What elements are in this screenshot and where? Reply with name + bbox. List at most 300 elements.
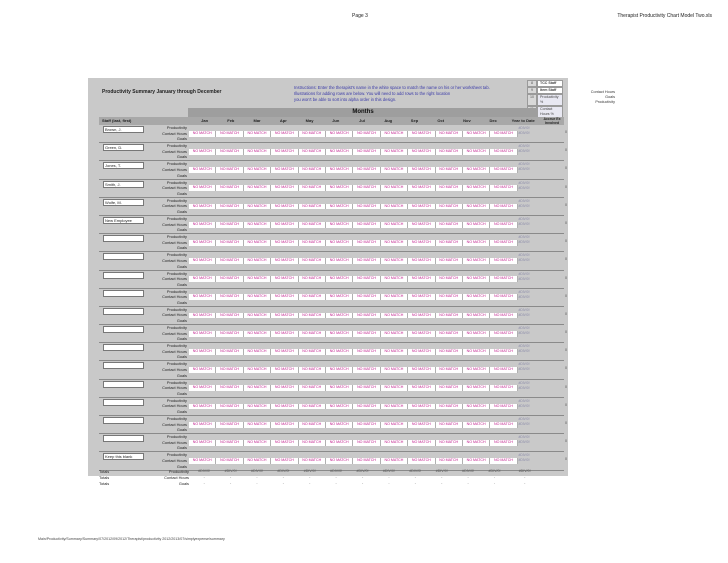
month-cell[interactable]: NO MATCH — [299, 422, 326, 428]
month-cell[interactable]: NO MATCH — [271, 149, 298, 155]
staff-name-input[interactable] — [103, 344, 144, 351]
month-cell[interactable]: NO MATCH — [436, 204, 463, 210]
month-cell[interactable]: NO MATCH — [271, 185, 298, 191]
staff-block — [99, 197, 567, 216]
month-cell[interactable]: NO MATCH — [299, 167, 326, 173]
ytd-value: #DIV/0! — [518, 331, 530, 336]
month-cell[interactable]: NO MATCH — [244, 440, 271, 446]
month-cell[interactable]: NO MATCH — [216, 440, 243, 446]
month-cell[interactable]: NO MATCH — [271, 240, 298, 246]
month-cell[interactable]: NO MATCH — [353, 131, 380, 137]
month-cell[interactable]: NO MATCH — [353, 294, 380, 300]
month-cell[interactable]: NO MATCH — [216, 240, 243, 246]
month-cell[interactable]: NO MATCH — [326, 440, 353, 446]
row-label: Goals — [176, 245, 187, 251]
totals-metric: Productivity — [168, 468, 189, 474]
month-cell[interactable]: NO MATCH — [490, 131, 517, 137]
month-cell[interactable]: NO MATCH — [463, 422, 490, 428]
month-cell[interactable]: NO MATCH — [381, 367, 408, 373]
staff-block — [99, 215, 567, 234]
month-cell[interactable]: NO MATCH — [408, 422, 435, 428]
month-cell[interactable]: NO MATCH — [408, 204, 435, 210]
month-cell[interactable]: NO MATCH — [271, 131, 298, 137]
month-cell[interactable]: NO MATCH — [299, 349, 326, 355]
month-cell[interactable]: NO MATCH — [299, 185, 326, 191]
month-cell[interactable]: NO MATCH — [189, 222, 216, 228]
month-cell[interactable]: NO MATCH — [490, 349, 517, 355]
month-cell[interactable]: NO MATCH — [381, 204, 408, 210]
month-cell[interactable]: NO MATCH — [381, 404, 408, 410]
month-cell[interactable]: NO MATCH — [381, 440, 408, 446]
month-cell[interactable]: NO MATCH — [326, 167, 353, 173]
month-cell[interactable]: NO MATCH — [436, 367, 463, 373]
month-cell[interactable]: NO MATCH — [326, 367, 353, 373]
month-cell[interactable]: NO MATCH — [490, 149, 517, 155]
month-cell[interactable]: NO MATCH — [353, 440, 380, 446]
zero-value: 0 — [565, 384, 567, 389]
zero-value: 0 — [565, 148, 567, 153]
month-cell[interactable]: NO MATCH — [244, 222, 271, 228]
month-cell[interactable]: NO MATCH — [271, 404, 298, 410]
month-cell[interactable]: NO MATCH — [436, 349, 463, 355]
month-cell[interactable]: NO MATCH — [244, 331, 271, 337]
month-cell[interactable]: NO MATCH — [463, 258, 490, 264]
month-cell[interactable]: NO MATCH — [463, 404, 490, 410]
staff-name-input[interactable] — [103, 308, 144, 315]
month-cell[interactable]: NO MATCH — [244, 385, 271, 391]
month-cell[interactable]: NO MATCH — [381, 294, 408, 300]
month-cell[interactable]: NO MATCH — [353, 331, 380, 337]
month-cell[interactable]: NO MATCH — [490, 167, 517, 173]
month-cell[interactable]: NO MATCH — [299, 131, 326, 137]
month-cell[interactable]: NO MATCH — [244, 367, 271, 373]
month-cell[interactable]: NO MATCH — [381, 349, 408, 355]
month-cell[interactable]: NO MATCH — [244, 258, 271, 264]
month-cell[interactable]: NO MATCH — [436, 422, 463, 428]
staff-name-input[interactable] — [103, 326, 144, 333]
month-cell[interactable]: NO MATCH — [490, 222, 517, 228]
month-cell[interactable]: NO MATCH — [299, 313, 326, 319]
month-cell[interactable]: NO MATCH — [490, 367, 517, 373]
month-cell[interactable]: NO MATCH — [436, 149, 463, 155]
month-cell[interactable]: NO MATCH — [216, 204, 243, 210]
row-label: Productivity — [166, 306, 187, 312]
month-cell[interactable]: NO MATCH — [463, 222, 490, 228]
month-cell[interactable]: NO MATCH — [353, 240, 380, 246]
month-cell[interactable]: NO MATCH — [299, 276, 326, 282]
staff-name-input[interactable]: Keep this blank — [103, 453, 144, 460]
month-cell[interactable]: NO MATCH — [353, 204, 380, 210]
staff-name-input[interactable]: Jones, T. — [103, 162, 144, 169]
month-cell[interactable]: NO MATCH — [216, 349, 243, 355]
month-cell[interactable]: NO MATCH — [326, 349, 353, 355]
month-cell[interactable]: NO MATCH — [299, 222, 326, 228]
month-cell[interactable]: NO MATCH — [381, 222, 408, 228]
month-cell[interactable]: NO MATCH — [463, 149, 490, 155]
month-cell[interactable]: NO MATCH — [381, 313, 408, 319]
month-cell[interactable]: NO MATCH — [244, 349, 271, 355]
month-cell[interactable]: NO MATCH — [216, 294, 243, 300]
month-cell[interactable]: NO MATCH — [244, 131, 271, 137]
month-cell[interactable]: NO MATCH — [490, 331, 517, 337]
month-cells — [189, 385, 518, 391]
month-cell[interactable]: NO MATCH — [271, 294, 298, 300]
month-cell[interactable]: NO MATCH — [326, 331, 353, 337]
month-cell[interactable]: NO MATCH — [463, 185, 490, 191]
month-cell[interactable]: NO MATCH — [189, 149, 216, 155]
month-cell[interactable]: NO MATCH — [436, 185, 463, 191]
staff-name-input[interactable] — [103, 272, 144, 279]
month-cell[interactable]: NO MATCH — [216, 422, 243, 428]
month-cell[interactable]: NO MATCH — [299, 440, 326, 446]
zero-value: 0 — [565, 239, 567, 244]
month-cell[interactable]: NO MATCH — [436, 222, 463, 228]
month-cell[interactable]: NO MATCH — [216, 458, 243, 464]
month-cell[interactable]: NO MATCH — [299, 385, 326, 391]
month-cell[interactable]: NO MATCH — [436, 276, 463, 282]
month-cell[interactable]: NO MATCH — [436, 313, 463, 319]
month-cell[interactable]: NO MATCH — [189, 404, 216, 410]
month-cell[interactable]: NO MATCH — [271, 204, 298, 210]
month-cell[interactable]: NO MATCH — [271, 331, 298, 337]
month-cell[interactable]: NO MATCH — [408, 349, 435, 355]
month-cell[interactable]: NO MATCH — [216, 131, 243, 137]
month-cell[interactable]: NO MATCH — [408, 440, 435, 446]
month-cell[interactable]: NO MATCH — [189, 385, 216, 391]
month-header: Feb — [227, 118, 235, 123]
month-cell[interactable]: NO MATCH — [381, 331, 408, 337]
legend-text: Productivity % — [537, 94, 563, 106]
month-cell[interactable]: NO MATCH — [436, 294, 463, 300]
month-cell[interactable]: NO MATCH — [408, 294, 435, 300]
month-cell[interactable]: NO MATCH — [299, 258, 326, 264]
month-cell[interactable]: NO MATCH — [271, 349, 298, 355]
month-cell[interactable]: NO MATCH — [408, 404, 435, 410]
month-cell[interactable]: NO MATCH — [381, 385, 408, 391]
month-cell[interactable]: NO MATCH — [381, 185, 408, 191]
ytd-value: #DIV/0! — [518, 367, 530, 372]
month-cell[interactable]: NO MATCH — [299, 240, 326, 246]
month-cell[interactable]: NO MATCH — [189, 331, 216, 337]
month-cell[interactable]: NO MATCH — [271, 276, 298, 282]
month-cell[interactable]: NO MATCH — [326, 404, 353, 410]
month-cell[interactable]: NO MATCH — [189, 349, 216, 355]
month-cell[interactable]: NO MATCH — [216, 331, 243, 337]
row-labels — [151, 289, 187, 306]
staff-name-input[interactable] — [103, 417, 144, 424]
row-labels — [151, 125, 187, 142]
column-header-row — [99, 117, 564, 125]
month-cell[interactable]: NO MATCH — [189, 458, 216, 464]
month-cell[interactable]: NO MATCH — [490, 276, 517, 282]
month-cell[interactable]: NO MATCH — [408, 276, 435, 282]
month-cell[interactable]: NO MATCH — [216, 258, 243, 264]
row-label: Goals — [176, 172, 187, 178]
month-cell[interactable]: NO MATCH — [436, 240, 463, 246]
month-cell[interactable]: NO MATCH — [490, 385, 517, 391]
month-cell[interactable]: NO MATCH — [436, 385, 463, 391]
staff-header: Staff (last, first) — [102, 118, 132, 123]
month-cell[interactable]: NO MATCH — [490, 204, 517, 210]
month-cells — [189, 204, 518, 210]
month-cell[interactable]: NO MATCH — [490, 240, 517, 246]
month-cell[interactable]: NO MATCH — [271, 167, 298, 173]
staff-block — [99, 270, 567, 289]
staff-name-input[interactable] — [103, 235, 144, 242]
month-cell[interactable]: NO MATCH — [189, 258, 216, 264]
month-cell[interactable]: NO MATCH — [463, 367, 490, 373]
month-cell[interactable]: NO MATCH — [299, 331, 326, 337]
month-cell[interactable]: NO MATCH — [271, 258, 298, 264]
month-cell[interactable]: NO MATCH — [381, 258, 408, 264]
month-cell[interactable]: NO MATCH — [326, 185, 353, 191]
month-cell[interactable]: NO MATCH — [326, 240, 353, 246]
staff-name-input[interactable]: Green, D. — [103, 144, 144, 151]
month-cell[interactable]: NO MATCH — [216, 404, 243, 410]
month-cell[interactable]: NO MATCH — [436, 167, 463, 173]
month-cell[interactable]: NO MATCH — [189, 167, 216, 173]
month-cell[interactable]: NO MATCH — [216, 149, 243, 155]
row-labels — [151, 416, 187, 433]
month-cell[interactable]: NO MATCH — [463, 167, 490, 173]
row-label: Contact Hours — [162, 403, 187, 409]
totals-value: - — [203, 475, 205, 479]
month-cell[interactable]: NO MATCH — [216, 222, 243, 228]
month-cell[interactable]: NO MATCH — [436, 258, 463, 264]
month-cell[interactable]: NO MATCH — [490, 294, 517, 300]
month-cell[interactable]: NO MATCH — [353, 185, 380, 191]
month-cell[interactable]: NO MATCH — [244, 185, 271, 191]
month-cell[interactable]: NO MATCH — [244, 204, 271, 210]
month-cell[interactable]: NO MATCH — [244, 276, 271, 282]
month-cell[interactable]: NO MATCH — [408, 222, 435, 228]
month-cell[interactable]: NO MATCH — [436, 440, 463, 446]
month-cell[interactable]: NO MATCH — [436, 131, 463, 137]
row-label: Contact Hours — [162, 130, 187, 136]
month-cell[interactable]: NO MATCH — [216, 167, 243, 173]
totals-value: - — [361, 481, 364, 485]
month-cell[interactable]: NO MATCH — [490, 458, 517, 464]
month-cell[interactable]: NO MATCH — [353, 276, 380, 282]
staff-block — [99, 179, 567, 198]
row-label: Goals — [176, 390, 187, 396]
month-cell[interactable]: NO MATCH — [216, 276, 243, 282]
month-cell[interactable]: NO MATCH — [326, 222, 353, 228]
month-cell[interactable]: NO MATCH — [189, 313, 216, 319]
month-header: Oct — [437, 118, 445, 123]
month-cell[interactable]: NO MATCH — [463, 458, 490, 464]
totals-value: - — [493, 475, 496, 479]
month-cell[interactable]: NO MATCH — [381, 458, 408, 464]
month-cell[interactable]: NO MATCH — [299, 204, 326, 210]
month-cell[interactable]: NO MATCH — [353, 258, 380, 264]
month-cell[interactable]: NO MATCH — [326, 313, 353, 319]
month-cells — [189, 149, 518, 155]
row-label: Contact Hours — [162, 276, 187, 282]
totals-value: #DIV/0! — [198, 469, 211, 473]
month-cell[interactable]: NO MATCH — [244, 294, 271, 300]
staff-name-input[interactable] — [103, 253, 144, 260]
staff-name-input[interactable] — [103, 362, 144, 369]
month-cell[interactable]: NO MATCH — [381, 131, 408, 137]
month-cell[interactable]: NO MATCH — [189, 240, 216, 246]
month-cell[interactable]: NO MATCH — [353, 149, 380, 155]
month-cell[interactable]: NO MATCH — [408, 331, 435, 337]
month-cell[interactable]: NO MATCH — [271, 385, 298, 391]
month-cell[interactable]: NO MATCH — [271, 458, 298, 464]
totals-value: - — [256, 481, 258, 485]
month-cell[interactable]: NO MATCH — [244, 149, 271, 155]
month-cell[interactable]: NO MATCH — [463, 240, 490, 246]
month-cell[interactable]: NO MATCH — [463, 440, 490, 446]
month-cell[interactable]: NO MATCH — [271, 440, 298, 446]
month-cell[interactable]: NO MATCH — [353, 422, 380, 428]
month-cell[interactable]: NO MATCH — [216, 185, 243, 191]
month-cell[interactable]: NO MATCH — [189, 131, 216, 137]
month-cell[interactable]: NO MATCH — [244, 313, 271, 319]
month-cell[interactable]: NO MATCH — [436, 458, 463, 464]
month-cell[interactable]: NO MATCH — [408, 385, 435, 391]
ytd-header: Year to Date — [511, 118, 535, 123]
month-cell[interactable]: NO MATCH — [326, 385, 353, 391]
month-cell[interactable]: NO MATCH — [326, 131, 353, 137]
month-cell[interactable]: NO MATCH — [326, 149, 353, 155]
month-cell[interactable]: NO MATCH — [189, 422, 216, 428]
month-cell[interactable]: NO MATCH — [408, 131, 435, 137]
month-cell[interactable]: NO MATCH — [381, 167, 408, 173]
month-cell[interactable]: NO MATCH — [299, 404, 326, 410]
ytd-value: #DIV/0! — [518, 458, 530, 463]
month-cell[interactable]: NO MATCH — [490, 422, 517, 428]
month-cell[interactable]: NO MATCH — [326, 422, 353, 428]
row-labels — [151, 398, 187, 415]
month-cell[interactable]: NO MATCH — [326, 294, 353, 300]
month-cell[interactable]: NO MATCH — [189, 440, 216, 446]
month-cell[interactable]: NO MATCH — [299, 367, 326, 373]
month-cell[interactable]: NO MATCH — [408, 458, 435, 464]
month-cell[interactable]: NO MATCH — [408, 167, 435, 173]
row-label: Contact Hours — [162, 185, 187, 191]
month-cell[interactable]: NO MATCH — [490, 440, 517, 446]
month-cell[interactable]: NO MATCH — [408, 258, 435, 264]
month-cell[interactable]: NO MATCH — [326, 204, 353, 210]
month-cell[interactable]: NO MATCH — [271, 367, 298, 373]
month-cell[interactable]: NO MATCH — [299, 149, 326, 155]
month-cell[interactable]: NO MATCH — [408, 313, 435, 319]
month-cell[interactable]: NO MATCH — [463, 131, 490, 137]
month-cell[interactable]: NO MATCH — [189, 276, 216, 282]
month-cell[interactable]: NO MATCH — [353, 313, 380, 319]
row-labels — [151, 180, 187, 197]
month-cell[interactable]: NO MATCH — [490, 258, 517, 264]
ytd-value: #DIV/0! — [518, 326, 530, 331]
month-cell[interactable]: NO MATCH — [490, 313, 517, 319]
month-cell[interactable]: NO MATCH — [189, 294, 216, 300]
month-cell[interactable]: NO MATCH — [463, 276, 490, 282]
month-cell[interactable]: NO MATCH — [463, 349, 490, 355]
month-cell[interactable]: NO MATCH — [463, 331, 490, 337]
month-cells — [189, 258, 518, 264]
zero-value: 0 — [565, 293, 567, 298]
month-cell[interactable]: NO MATCH — [244, 240, 271, 246]
month-cell[interactable]: NO MATCH — [244, 422, 271, 428]
month-cell[interactable]: NO MATCH — [463, 204, 490, 210]
month-cell[interactable]: NO MATCH — [463, 294, 490, 300]
zero-value: 0 — [565, 402, 567, 407]
ytd-value: #DIV/0! — [518, 221, 530, 226]
totals-value: - — [335, 475, 337, 479]
month-cell[interactable]: NO MATCH — [244, 458, 271, 464]
month-cell[interactable]: NO MATCH — [408, 367, 435, 373]
month-header: Jan — [201, 118, 209, 123]
month-cell[interactable]: NO MATCH — [381, 422, 408, 428]
month-cell[interactable]: NO MATCH — [353, 458, 380, 464]
staff-block — [99, 361, 567, 379]
month-cell[interactable]: NO MATCH — [436, 331, 463, 337]
month-cell[interactable]: NO MATCH — [189, 185, 216, 191]
month-cell[interactable]: NO MATCH — [244, 404, 271, 410]
staff-block — [99, 125, 567, 143]
row-label: Goals — [176, 190, 187, 196]
month-cell[interactable]: NO MATCH — [408, 240, 435, 246]
month-cell[interactable]: NO MATCH — [299, 294, 326, 300]
month-cell[interactable]: NO MATCH — [271, 222, 298, 228]
month-cell[interactable]: NO MATCH — [216, 385, 243, 391]
staff-name-input[interactable] — [103, 290, 144, 297]
month-cell[interactable]: NO MATCH — [353, 222, 380, 228]
month-cell[interactable]: NO MATCH — [381, 276, 408, 282]
month-cell[interactable]: NO MATCH — [326, 458, 353, 464]
totals-value: - — [467, 475, 469, 479]
month-cell[interactable]: NO MATCH — [408, 185, 435, 191]
month-cell[interactable]: NO MATCH — [408, 149, 435, 155]
month-cell[interactable]: NO MATCH — [381, 240, 408, 246]
month-cell[interactable]: NO MATCH — [353, 167, 380, 173]
month-cell[interactable]: NO MATCH — [271, 313, 298, 319]
totals-value: #DIV/0! — [303, 469, 316, 473]
month-cell[interactable]: NO MATCH — [463, 385, 490, 391]
month-cell[interactable]: NO MATCH — [353, 385, 380, 391]
staff-name-input[interactable]: Smith, J. — [103, 181, 144, 188]
month-cell[interactable]: NO MATCH — [326, 258, 353, 264]
month-cell[interactable]: NO MATCH — [436, 404, 463, 410]
month-cell[interactable]: NO MATCH — [244, 167, 271, 173]
month-cell[interactable]: NO MATCH — [189, 204, 216, 210]
staff-name-input[interactable] — [103, 381, 144, 388]
month-cell[interactable]: NO MATCH — [490, 404, 517, 410]
month-cell[interactable]: NO MATCH — [353, 367, 380, 373]
month-cell[interactable]: NO MATCH — [299, 458, 326, 464]
zero-value: 0 — [565, 275, 567, 280]
staff-name-input[interactable]: Brown, J. — [103, 126, 144, 133]
month-cell[interactable]: NO MATCH — [271, 422, 298, 428]
month-cell[interactable]: NO MATCH — [353, 404, 380, 410]
month-cell[interactable]: NO MATCH — [353, 349, 380, 355]
staff-name-input[interactable]: New Employee — [103, 217, 144, 224]
month-cell[interactable]: NO MATCH — [216, 367, 243, 373]
month-cell[interactable]: NO MATCH — [189, 367, 216, 373]
staff-name-input[interactable] — [103, 435, 144, 442]
month-cell[interactable]: NO MATCH — [463, 313, 490, 319]
staff-name-input[interactable] — [103, 399, 144, 406]
month-cell[interactable]: NO MATCH — [326, 276, 353, 282]
row-label: Contact Hours — [162, 221, 187, 227]
month-cell[interactable]: NO MATCH — [216, 313, 243, 319]
month-cell[interactable]: NO MATCH — [490, 185, 517, 191]
staff-name-input[interactable]: Wolfe, M. — [103, 199, 144, 206]
month-cell[interactable]: NO MATCH — [381, 149, 408, 155]
row-label: Productivity — [166, 125, 187, 130]
